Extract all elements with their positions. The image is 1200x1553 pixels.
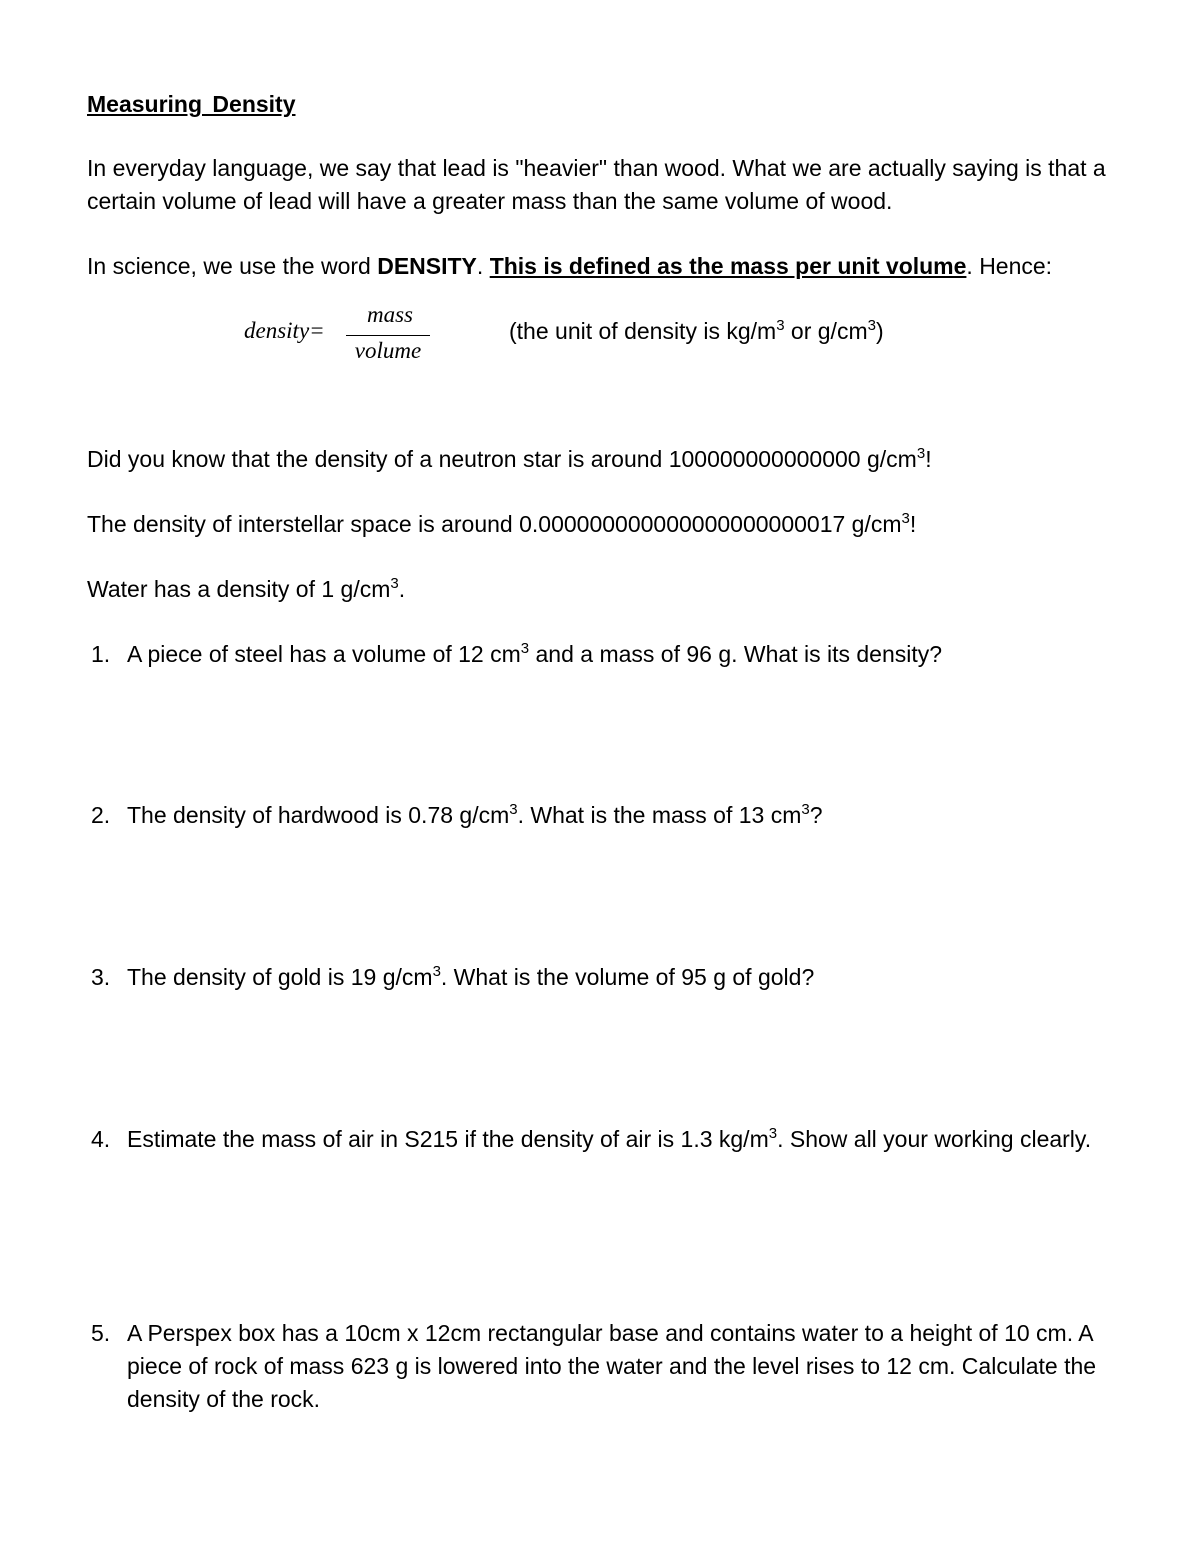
question-superscript: 3: [432, 963, 441, 980]
density-term: DENSITY: [377, 253, 477, 279]
question-text: A Perspex box has a 10cm x 12cm rectangular base and contains water to a height of 10 cm. A piece of rock of mass 623 g is lowered into the water and the level rises to 12 cm. Calculate the density of the rock.: [127, 1320, 1097, 1412]
fact-superscript: 3: [390, 575, 399, 592]
question-text: [127, 961, 1127, 994]
unit-note-text: ): [875, 318, 884, 344]
intro-paragraph: In everyday language, we say that lead is "heavier" than wood. What we are actually saying is that a certain volume of lead will have a greater mass than the same volume of wood.: [87, 155, 1106, 214]
question-superscript: 3: [520, 640, 530, 657]
question-text-part: The density of gold is 19 g/cm: [127, 964, 433, 990]
question-number: 4.: [91, 1126, 111, 1152]
fact-superscript: 3: [916, 445, 926, 462]
unit-note: [509, 315, 884, 348]
question-number: 1.: [91, 641, 111, 667]
definition-suffix: . Hence:: [966, 253, 1053, 279]
definition-statement: This is defined as the mass per unit volume: [489, 253, 967, 279]
fact-text: Water has a density of 1 g/cm: [87, 576, 391, 602]
question-text-part: . Show all your working clearly.: [777, 1126, 1092, 1152]
question-superscript: 3: [768, 1125, 778, 1142]
fact-end: .: [398, 576, 406, 602]
question-text-part: A piece of steel has a volume of 12 cm: [127, 641, 521, 667]
question-text-part: Estimate the mass of air in S215 if the density of air is 1.3 kg/m: [127, 1126, 769, 1152]
unit-superscript: 3: [776, 317, 785, 334]
question-text-part: The density of hardwood is 0.78 g/cm: [127, 802, 510, 828]
definition-prefix: In science, we use the word: [87, 253, 378, 279]
formula-lhs: density=: [244, 318, 325, 343]
formula-numerator: mass: [366, 302, 413, 327]
fact-neutron-star: [87, 443, 932, 476]
fact-text: The density of interstellar space is around 0.000000000000000000000017 g/cm: [87, 511, 902, 537]
formula-denominator: volume: [354, 338, 422, 363]
unit-note-text: or g/cm: [784, 318, 868, 344]
page-title: Measuring Density: [87, 91, 296, 117]
question-number: 2.: [91, 802, 111, 828]
question-text-part: and a mass of 96 g. What is its density?: [529, 641, 943, 667]
question-text: [127, 799, 1127, 832]
fact-end: !: [925, 446, 932, 472]
fact-end: !: [909, 511, 917, 537]
fraction-bar: [346, 335, 430, 336]
fact-text: Did you know that the density of a neutron star is around 100000000000000 g/cm: [87, 446, 917, 472]
question-text-part: . What is the mass of 13 cm: [517, 802, 802, 828]
density-definition: [87, 250, 1052, 283]
fact-water: [87, 573, 405, 606]
question-text: [127, 638, 1127, 671]
question-superscript: 3: [801, 801, 810, 818]
question-text: [127, 1123, 1127, 1156]
question-text-part: ?: [809, 802, 823, 828]
question-number: 3.: [91, 964, 111, 990]
unit-note-text: (the unit of density is kg/m: [509, 318, 777, 344]
question-text-part: . What is the volume of 95 g of gold?: [440, 964, 815, 990]
question-number: 5.: [91, 1320, 111, 1346]
question-superscript: 3: [509, 801, 518, 818]
fact-superscript: 3: [901, 510, 910, 527]
definition-separator: .: [476, 253, 490, 279]
unit-superscript: 3: [867, 317, 876, 334]
fact-interstellar-space: [87, 508, 916, 541]
